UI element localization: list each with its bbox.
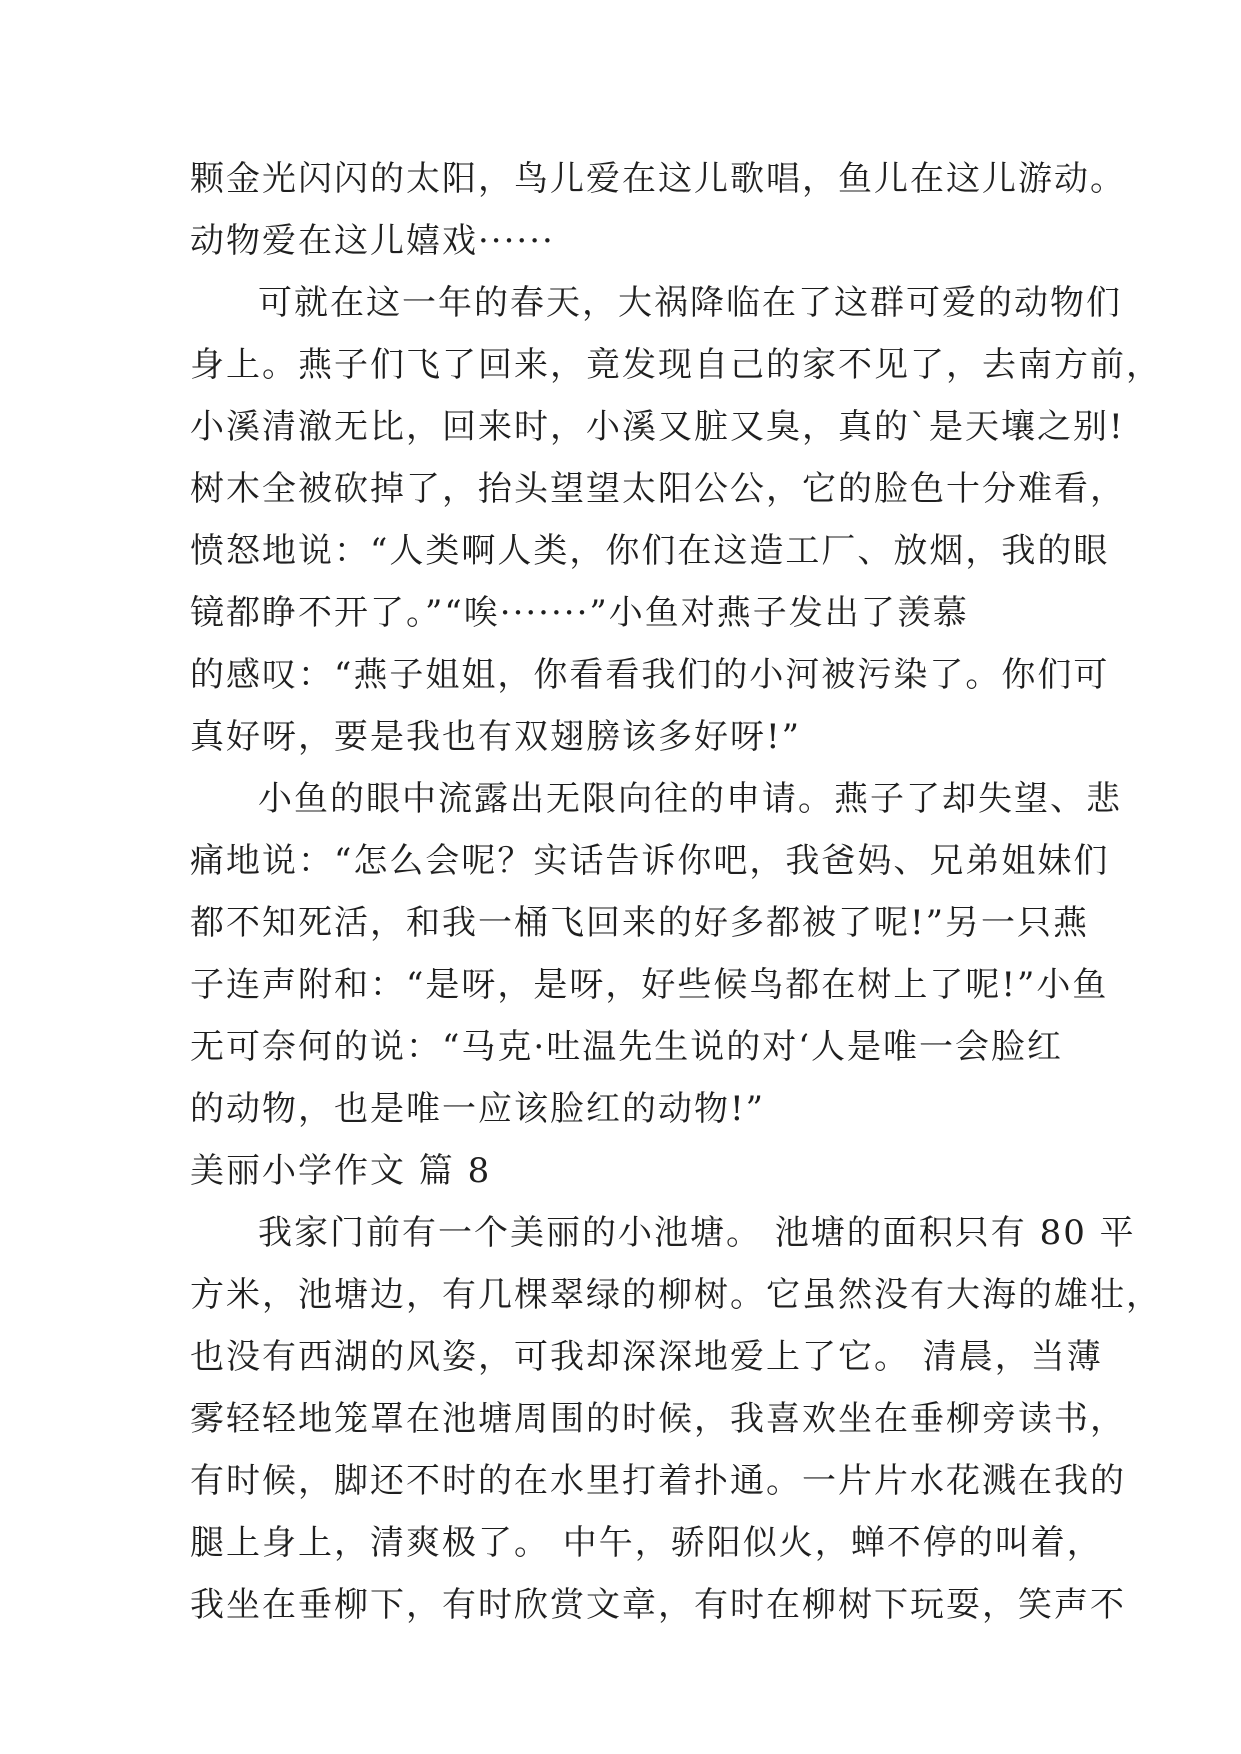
section-heading: 美丽小学作文 篇 8 [190,1151,492,1191]
text-line: 身上。燕子们飞了回来，竟发现自己的家不见了，去南方前， [190,345,1162,385]
paragraph [190,148,1126,272]
text-line: 有时候，脚还不时的在水里打着扑通。一片片水花溅在我的 [190,1461,1126,1501]
text-line: 愤怒地说：“人类啊人类，你们在这造工厂、放烟，我的眼 [190,531,1110,571]
text-line: 动物爱在这儿嬉戏······ [190,221,555,261]
paragraph [190,272,1162,768]
paragraph [190,1202,1162,1636]
text-line: 颗金光闪闪的太阳，鸟儿爱在这儿歌唱，鱼儿在这儿游动。 [190,159,1126,199]
text-line: 也没有西湖的风姿，可我却深深地爱上了它。 清晨，当薄 [190,1337,1103,1377]
text-line: 的动物，也是唯一应该脸红的动物!” [190,1089,766,1129]
text-line: 真好呀，要是我也有双翅膀该多好呀!” [190,717,802,757]
text-line: 我家门前有一个美丽的小池塘。 池塘的面积只有 80 平 [258,1213,1136,1253]
text-line: 都不知死活，和我一桶飞回来的好多都被了呢!”另一只燕 [190,903,1090,943]
text-line: 雾轻轻地笼罩在池塘周围的时候，我喜欢坐在垂柳旁读书， [190,1399,1126,1439]
text-line: 的感叹：“燕子姐姐，你看看我们的小河被污染了。你们可 [190,655,1110,695]
text-line: 无可奈何的说：“马克·吐温先生说的对‘人是唯一会脸红 [190,1027,1063,1067]
text-line: 腿上身上，清爽极了。 中午，骄阳似火，蝉不停的叫着， [190,1523,1103,1563]
text-line: 树木全被砍掉了，抬头望望太阳公公，它的脸色十分难看， [190,469,1126,509]
document-body [190,148,1162,1636]
text-line: 小鱼的眼中流露出无限向往的申请。燕子了却失望、悲 [258,779,1122,819]
text-line: 痛地说：“怎么会呢？实话告诉你吧，我爸妈、兄弟姐妹们 [190,841,1110,881]
text-line: 方米，池塘边，有几棵翠绿的柳树。它虽然没有大海的雄壮， [190,1275,1162,1315]
text-line: 小溪清澈无比，回来时，小溪又脏又臭，真的`是天壤之别! [190,407,1125,447]
paragraph [190,768,1122,1140]
text-line: 子连声附和：“是呀，是呀，好些候鸟都在树上了呢!”小鱼 [190,965,1109,1005]
text-line: 我坐在垂柳下，有时欣赏文章，有时在柳树下玩耍，笑声不 [190,1585,1126,1625]
text-line: 可就在这一年的春天，大祸降临在了这群可爱的动物们 [258,283,1122,323]
text-line: 镜都睁不开了。”“唉·······”小鱼对燕子发出了羡慕 [190,593,969,633]
